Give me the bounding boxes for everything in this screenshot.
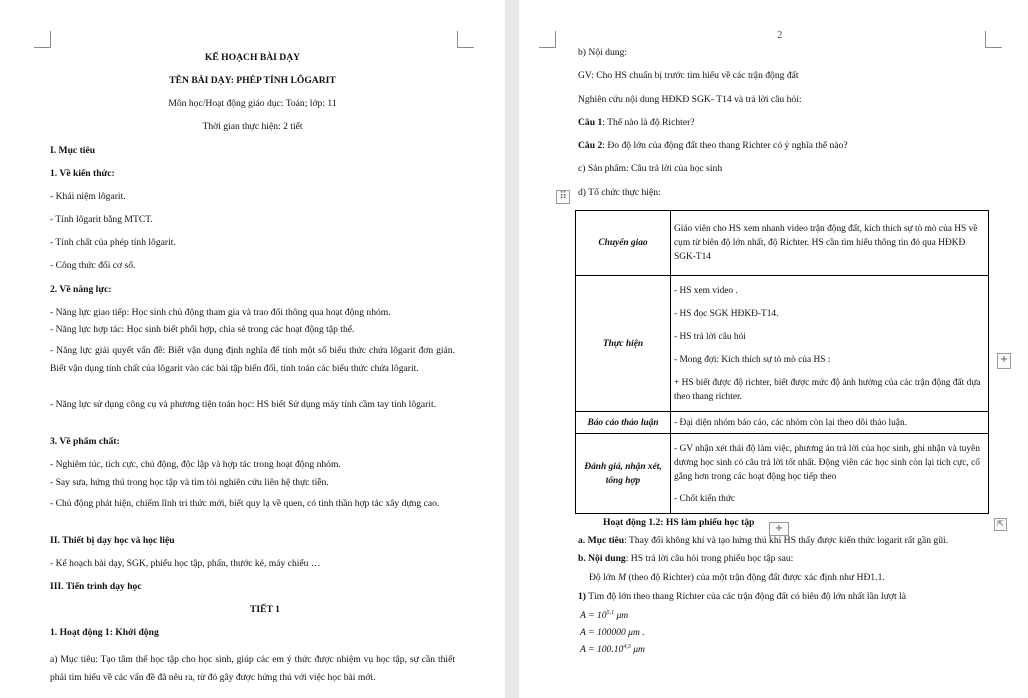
objective-line: a. Mục tiêu: Thay đổi không khí và tạo hứng thú khi HS thấy được kiến thức logarit rất gần gũi. xyxy=(578,535,949,546)
formula-3: $A = 100.10^{4,3}$ μm xyxy=(580,644,645,655)
question-1: Câu 1: Thế nào là độ Richter? xyxy=(578,117,695,128)
table-row xyxy=(576,276,989,412)
competency-item: - Năng lực sử dụng công cụ và phương tiện toán học: HS biết Sử dụng máy tính cầm tay tính lôgarit. xyxy=(50,399,437,410)
table-move-handle[interactable]: ⠿ xyxy=(556,190,570,204)
row-header: Đánh giá, nhận xét, tổng hợp xyxy=(576,434,671,514)
content-line: Nghiên cứu nội dung HĐKĐ SGK- T14 và trả lời câu hỏi: xyxy=(578,94,802,105)
quality-item: - Say sưa, hứng thú trong học tập và tìm tòi nghiên cứu liên hệ thực tiễn. xyxy=(50,477,329,488)
duration-line: Thời gian thực hiện: 2 tiết xyxy=(202,121,303,132)
objective-paragraph: a) Mục tiêu: Tạo tâm thế học tập cho học sinh, giúp các em ý thức được nhiệm vụ học tập, sự cần thiết phải tìm hiểu về các vấn đề đã nêu ra, từ đó gây được hứng thú với việc học bài mới. xyxy=(50,654,455,683)
crop-mark xyxy=(34,31,51,48)
quality-item: - Chủ động phát hiện, chiếm lĩnh tri thức mới, biết quy lạ về quen, có tinh thần hợp tác xây dựng cao. xyxy=(50,498,440,509)
content-heading: b) Nội dung: xyxy=(578,47,628,58)
document-page-1 xyxy=(0,0,505,698)
cell-line: - Chốt kiến thức xyxy=(674,493,736,504)
table-cell: - Đại diện nhóm báo cáo, các nhóm còn lại theo dõi thảo luận. xyxy=(671,412,989,434)
magnitude-definition: Độ lớn M (theo độ Richter) của một trận động đất được xác định như HĐ1.1. xyxy=(589,572,885,583)
row-header: Báo cáo thảo luận xyxy=(576,412,671,434)
section-heading: III. Tiến trình dạy học xyxy=(50,581,142,592)
subsection-heading: 1. Về kiến thức: xyxy=(50,168,115,179)
plan-title: KẾ HOẠCH BÀI DẠY xyxy=(204,52,301,63)
document-page-2 xyxy=(519,0,1028,698)
content-line: b. Nội dung: HS trả lời câu hỏi trong phiếu học tập sau: xyxy=(578,553,794,564)
knowledge-item: - Tính lôgarit bằng MTCT. xyxy=(50,214,153,225)
knowledge-item: - Tính chất của phép tính lôgarit. xyxy=(50,237,176,248)
crop-mark xyxy=(457,31,474,48)
activity-table xyxy=(575,210,989,514)
competency-item: - Năng lực giải quyết vấn đề: Biết vận dụng định nghĩa để tính một số biểu thức chứa lôgarit đơn giản. Biết vận dụng tính chất của lôgarit vào các bài tập biến đổi, tính toán các biểu thức chứa lôgarit. xyxy=(50,345,455,374)
period-heading: TIẾT 1 xyxy=(250,604,280,615)
formula-1: $A = 10^{5,1}$ μm xyxy=(580,610,629,621)
activity-heading: Hoạt động 1.2: HS làm phiếu học tập xyxy=(603,517,755,528)
exercise-1: 1) Tìm độ lớn theo thang Richter của các trận động đất có biên độ lớn nhất lần lượt là xyxy=(578,591,906,602)
quality-item: - Nghiêm túc, tích cực, chủ động, độc lập và hợp tác trong hoạt động nhóm. xyxy=(50,459,341,470)
row-header: Chuyển giao xyxy=(576,211,671,276)
cell-line: - HS trả lời câu hỏi xyxy=(674,331,746,342)
table-row xyxy=(576,412,989,434)
subsection-heading: 2. Về năng lực: xyxy=(50,284,112,295)
add-row-button[interactable]: + xyxy=(769,522,789,536)
cell-line: - HS đọc SGK HĐKĐ-T14. xyxy=(674,308,779,319)
subsection-heading: 3. Về phẩm chất: xyxy=(50,436,120,447)
table-row xyxy=(576,434,989,514)
cell-line: - GV nhận xét thái độ làm việc, phương án trả lời của học sinh, ghi nhận và tuyên dương học sinh có câu trả lời tốt nhất. Động viên các học sinh còn lại tích cực, cố gắng hơn trong các hoạt động học tiếp theo xyxy=(674,443,980,482)
row-header: Thực hiện xyxy=(576,276,671,412)
table-cell xyxy=(671,434,989,514)
knowledge-item: - Khái niệm lôgarit. xyxy=(50,191,126,202)
cell-line: - HS xem video . xyxy=(674,285,738,296)
content-line: GV: Cho HS chuẩn bị trước tìm hiểu về các trận động đất xyxy=(578,70,799,81)
cell-line: + HS biết được độ richter, biết được mức độ ảnh hưởng của các trận động đất dựa theo thang richter. xyxy=(674,377,981,402)
organization-heading: d) Tổ chức thực hiện: xyxy=(578,187,661,198)
table-cell xyxy=(671,276,989,412)
crop-mark xyxy=(539,31,556,48)
question-2: Câu 2: Đo độ lớn của động đất theo thang Richter có ý nghĩa thế nào? xyxy=(578,140,848,151)
competency-item: - Năng lực hợp tác: Học sinh biết phối hợp, chia sẻ trong các hoạt động tập thể. xyxy=(50,324,355,335)
lesson-title: TÊN BÀI DẠY: PHÉP TÍNH LÔGARIT xyxy=(169,75,336,86)
add-column-button[interactable]: + xyxy=(997,353,1011,369)
formula-2: A = 100000 μm . xyxy=(580,627,645,638)
activity-heading: 1. Hoạt động 1: Khởi động xyxy=(50,627,159,638)
equipment-item: - Kế hoạch bài dạy, SGK, phiếu học tập, phấn, thước kẻ, máy chiếu … xyxy=(50,558,321,569)
competency-item: - Năng lực giao tiếp: Học sinh chủ động tham gia và trao đổi thông qua hoạt động nhóm. xyxy=(50,307,391,318)
section-heading: II. Thiết bị dạy học và học liệu xyxy=(50,535,175,546)
crop-mark xyxy=(985,31,1002,48)
subject-line: Môn học/Hoạt động giáo dục: Toán; lớp: 11 xyxy=(168,98,337,109)
table-cell: Giáo viên cho HS xem nhanh video trận động đất, kích thích sự tò mò của HS về cụm từ biên độ lớn nhất, độ Richter. HS cần tìm hiểu thông tin đó qua HĐKĐ SGK-T14 xyxy=(671,211,989,276)
section-heading: I. Mục tiêu xyxy=(50,145,96,156)
table-row xyxy=(576,211,989,276)
page-number: 2 xyxy=(777,29,783,41)
cell-line: - Mong đợi: Kích thích sự tò mò của HS : xyxy=(674,354,831,365)
product-line: c) Sản phẩm: Câu trả lời của học sinh xyxy=(578,163,723,174)
table-resize-handle[interactable]: ⇱ xyxy=(994,518,1007,531)
knowledge-item: - Công thức đổi cơ số. xyxy=(50,260,136,271)
